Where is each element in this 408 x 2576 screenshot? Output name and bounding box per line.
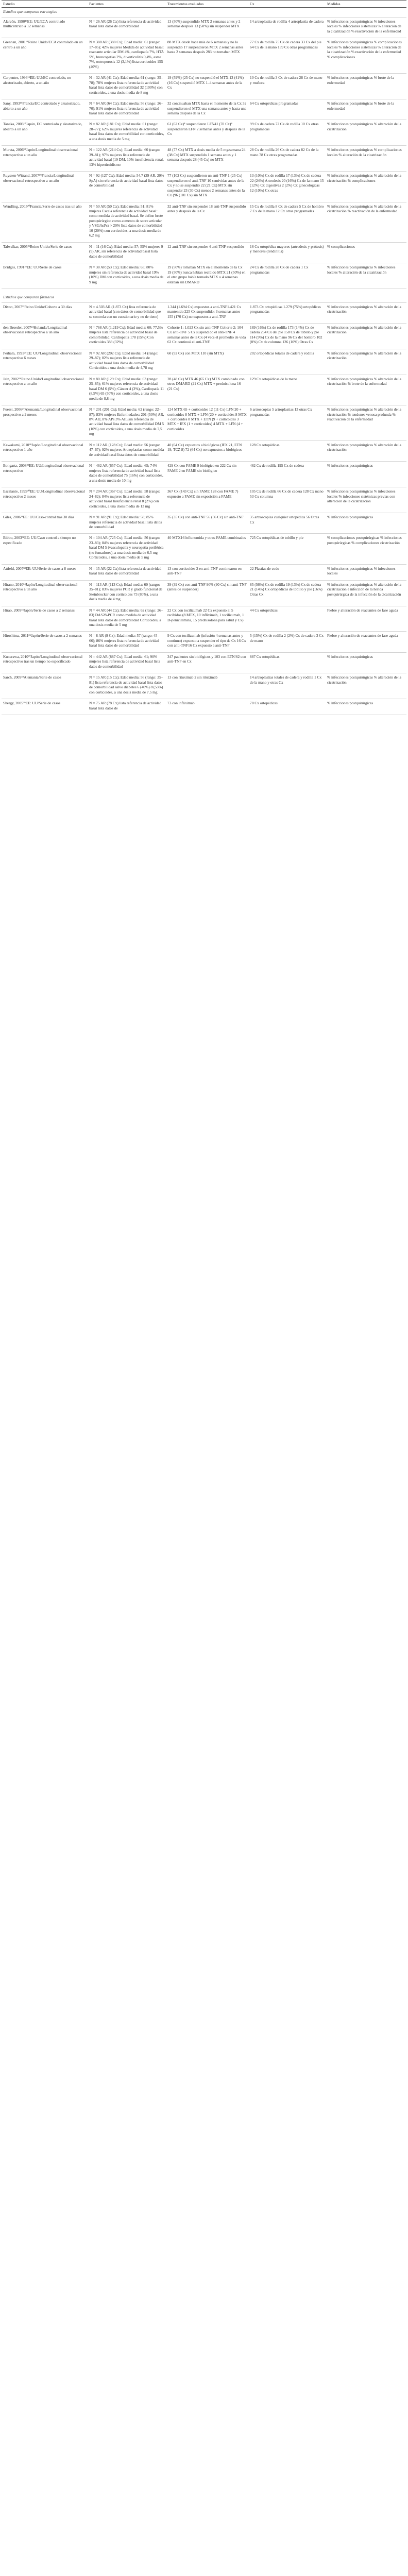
table-row	[2, 202, 406, 242]
cell-patients: N = 8 AR (9 Cx); Edad media: 57 (rango: 45–66); 86% mujeres lista referencia de actividad basal lista datos de comorbilidad	[88, 632, 166, 652]
cell-cx: 15 Cx de rodilla 8 Cx de cadera 5 Cx de hombro 7 Cx de la mano 12 Cx otras programadas	[248, 202, 326, 242]
cell-cx: 462 Cx de rodilla 195 Cx de cadera	[248, 462, 326, 487]
cell-study: Hiroshima, 2011³⁶Japón/Serie de casos a 2 semanas	[2, 632, 88, 652]
cell-cx: 28 Cx de rodilla 26 Cx de cadera 82 Cx de la mano 78 Cx otras programadas	[248, 146, 326, 172]
header-medidas: Medidas	[326, 1, 406, 8]
cell-patients: N = 122 AR (214 Cx); Edad media: 60 (rango: 39–81); 97% mujeres lista referencia de actividad basal (19 DM, 10% insuficiencia renal, 13% hipertiroidismo	[88, 146, 166, 172]
cell-treatments: 13 con corticoides 2 en anti-TNF continuaron en anti-TNF	[166, 564, 248, 580]
cell-treatments: 19 (50%) tomaban MTX en el momento de la Cx 19 (50%) nunca habían recibido MTX 21 (50%) en el otro grupo había tomado MTX o 4 semanas estaban sin DMARD	[166, 263, 248, 289]
table-row	[2, 375, 406, 405]
table-row	[2, 405, 406, 441]
cell-measures: % infecciones postquirúrgicas % infecciones locales	[326, 564, 406, 580]
cell-measures: % infecciones postquirúrgicas % infecciones locales % alteración de la cicatrización	[326, 263, 406, 289]
cell-treatments: 61 (62 Cx)⁸ suspendieron LFN41 (70 Cx)⁸ suspendieron LFN 2 semanas antes y después de la Cx	[166, 120, 248, 146]
table-row	[2, 302, 406, 323]
cell-treatments: 40 MTX16 leflunomida y otros FAME combinados	[166, 534, 248, 564]
cell-treatments: 32 anti-TNF sin suspender 18 anti-TNF suspendido antes y después de la Cx	[166, 202, 248, 242]
cell-cx: 105 Cx de rodilla 66 Cx de cadera 128 Cx mano 53 Cx columna	[248, 487, 326, 513]
cell-treatments: 367 Cx (143 Cx) sin FAME 128 con FAME 7) expuesto a FAME sin exposición a FAME	[166, 487, 248, 513]
cell-cx: 14 artroplastia de rodilla 4 artroplastia de cadera	[248, 17, 326, 38]
cell-treatments: 88 MTX desde hace más de 6 semanas y no lo suspendió 17 suspendieron MTX 2 semanas antes hasta 2 semanas después 283 no tomaban MTX	[166, 38, 248, 74]
table-header-row	[2, 1, 406, 8]
cell-study: Alarcón, 1990¹³EE: UU/ECA controlado multicéntrico a 12 semanas	[2, 17, 88, 38]
cell-patients: N = 92 (127 Cx); Edad media: 54,7 (29 AR, 20% SpA) sin referencia de actividad basal lista datos de comorbilidad	[88, 172, 166, 202]
cell-patients: N = 104 AR (725 Cx); Edad media: 56 (rango: 23–83); 84% mujeres referencia de actividad basal DM 5 (vasculopatía y neuropatía periférica (no fumadores), a una dosis media de 6,5 mg Corticoides, a una dosis media de 5 mg	[88, 534, 166, 564]
cell-patients: N = 204 AR (367 Cx); Edad media: 58 (rango: 24–82); 84% mujeres lista referencia de actividad basal Insuficiencia renal 8 (2%) con corticoides, a una dosis media de 13 mg	[88, 487, 166, 513]
section-title-drugs: Estudios que comparan fármacos	[2, 293, 406, 302]
cell-patients: N = 32 AR (41 Cx); Edad media: 61 (rango: 35–78); 78% mujeres lista referencia de actividad basal lista datos de comorbilidad 32 (100%) con corticoides, a una dosis media de 8 mg	[88, 74, 166, 99]
table-row	[2, 38, 406, 74]
cell-measures: % infecciones postquirúrgicas % alteración de la cicatrización	[326, 673, 406, 699]
table-row	[2, 513, 406, 534]
cell-study: Fuerst, 2006²⁷Alemania/Longitudinal observacional prospectivo a 2 meses	[2, 405, 88, 441]
cell-measures: % infecciones postquirúrgicas % infecciones locales % infecciones sistémicas previas con alteración de la cicatrización	[326, 487, 406, 513]
cell-study: Talwalkar, 2005²¹Reino Unido/Serie de casos	[2, 242, 88, 263]
cell-treatments: 13 con rituximab 2 sin rituximab	[166, 673, 248, 699]
cell-patients: N = 91 AR (91 Cx); Edad media: 58; 85% mujeres referencia de actividad basal lista datos de comorbilidad	[88, 513, 166, 534]
cell-study: Carpenter, 1996¹⁵EE: UU/EC controlado, no aleatorizado, abierto, a un año	[2, 74, 88, 99]
cell-treatments: 13 (50%) suspendido MTX 2 semanas antes y 2 semanas después 13 (50%) sin suspender MTX	[166, 17, 248, 38]
table-row	[2, 462, 406, 487]
section-row-strategies	[2, 8, 406, 17]
cell-measures: % infecciones postquirúrgicas % alteración de la cicatrización % tendones venosa profunda % reactivación de la enfermedad	[326, 405, 406, 441]
cell-cx: 725 Cx ortopédicas de tobillo y pie	[248, 534, 326, 564]
cell-cx: 35 artroscopias cualquier ortopédica 56 Otras Cx	[248, 513, 326, 534]
cell-study: Giles, 2006³¹EE: UU/Caso-control tras 30 días	[2, 513, 88, 534]
cell-treatments: 60 (92 Cx) con MTX 110 (sin MTX)	[166, 349, 248, 375]
cell-measures: Fiebre y alteración de reactantes de fase aguda	[326, 632, 406, 652]
cell-cx: 64 Cx ortopédicas programadas	[248, 99, 326, 120]
cell-patients: N = 38 AR (53 Cx); Edad media: 65; 80% mujeres sin referencia de actividad basal 19% (10%) DM con corticoides, a una dosis media de 9 mg	[88, 263, 166, 289]
cell-treatments: 124 MTX 65 + corticoides 12 (11 Cx) LFN 20 + corticoides 8 MTX + LFN (20 + corticoides 8 MTX + corticoides 8 MTX + ETN (9 + corticoides 3 MTX + IFX (1 + corticoides) 4 MTX + LFN (4 + corticoides	[166, 405, 248, 441]
cell-measures: % infecciones postquirúrgicas % alteración de la cicatrización % brote de la enfermedad	[326, 375, 406, 405]
cell-study: Wendling, 2005²⁰Francia/Serie de casos tras un año	[2, 202, 88, 242]
table-row	[2, 120, 406, 146]
cell-measures: Fiebre y alteración de reactantes de fase aguda	[326, 606, 406, 632]
cell-cx: 14 artroplastias totales de cadera y rodilla 1 Cx de la mano y otras Cx	[248, 673, 326, 699]
cell-cx: 6 artroscopias 5 artroplastias 13 otras Cx programadas	[248, 405, 326, 441]
cell-study: Shergy, 2005³⁹EE: UU/Serie de casos	[2, 699, 88, 715]
section-title-strategies: Estudios que comparan estrategias	[2, 8, 406, 17]
cell-measures: % infecciones postquirúrgicas % complicaciones locales % infecciones sistémicas % alteración de la cicatrización % reactivación de la enfermedad % complicaciones	[326, 38, 406, 74]
cell-treatments: 77 (102 Cx) suspendieron un anti-TNF 1 (25 Cx) suspendieron el anti-TNF 10 semividas antes de la Cx y no se suspendió 22 (21 Cx) MTX sin suspender 23 (30 Cx) menos 2 semanas antes de la Cx (96 (101 Cx) sin MTX	[166, 172, 248, 202]
table-row	[2, 263, 406, 289]
cell-cx: 99 Cx de cadera 72 Cx de rodilla 10 Cx otras programadas	[248, 120, 326, 146]
cell-cx: 202 ortopédicas totales de cadera y rodilla	[248, 349, 326, 375]
cell-cx: 16 Cx ortopédica mayores (artrodesis y prótesis) y menores (tendinitis)	[248, 242, 326, 263]
table-row	[2, 699, 406, 715]
cell-measures: % infecciones postquirúrgicas % brote de la enfermedad	[326, 99, 406, 120]
cell-study: Jain, 2002²⁶Reino Unido/Longitudinal observacional retrospectivo a un año	[2, 375, 88, 405]
section-gap	[2, 289, 406, 294]
cell-cx: 24 Cx de rodilla 28 Cx de cadera 1 Cx programadas	[248, 263, 326, 289]
cell-study: den Broeder, 2007²⁴Holanda/Longitudinal observacional retrospectivo a un año	[2, 323, 88, 349]
section-row-drugs	[2, 293, 406, 302]
table-row	[2, 172, 406, 202]
cell-cx: 44 Cx ortopédicas	[248, 606, 326, 632]
cell-patients: N = 44 AR (44 Cx); Edad media: 62 (rango: 26–83) DAS28-PCR como medida de actividad basal lista datos de comorbilidad Corticoides, a una dosis media de 5 mg	[88, 606, 166, 632]
cell-cx: 5 (15%) Cx de rodilla 2 (2%) Cx de cadera 3 Cx de mano	[248, 632, 326, 652]
cell-patients: N = 442 AR (887 Cx); Edad media: 61; 90% mujeres lista referencia de actividad basal lista datos de comorbilidad	[88, 652, 166, 673]
cell-measures: % infecciones postquirúrgicas	[326, 652, 406, 673]
cell-study: Kunarawa, 2010³⁷Japón/Longitudinal observacional retrospectivo tras un tiempo no especificado	[2, 652, 88, 673]
cell-patients: N = 201 (201 Cx); Edad media: 62 (rango: 22–87); 83% mujeres Enfermedades: 201 (50%) AR, 8% AIJ, 8% APs 3% AIL sin referencia de actividad basal lista datos de comorbilidad DM 5 (10%) con corticoides, a una dosis media de 7,5 mg	[88, 405, 166, 441]
cell-measures: % infecciones postquirúrgicas % alteración de la cicatrización	[326, 440, 406, 461]
cell-measures: % infecciones postquirúrgicas % alteración de la cicatrización	[326, 349, 406, 375]
cell-treatments: 48 (77 Cx) MTX a dosis media de 5 mg/semana 24 (38 Cx) MTX suspendido 1 semana antes y 1 semana después 28 (45 Cx) no MTX	[166, 146, 248, 172]
cell-patients: N = 462 AR (657 Cx); Edad media: 65; 74% mujeres lista referencia de actividad basal lista datos de comorbilidad 75 (16%) con corticoides, a una dosis media de 10 mg	[88, 462, 166, 487]
cell-treatments: 32 continuaban MTX hasta el momento de la Cx 32 suspendieron el MTX una semana antes y hasta una semana después de la Cx	[166, 99, 248, 120]
cell-study: Dixon, 2007²³Reino Unido/Cohorte a 30 días	[2, 302, 88, 323]
table-row	[2, 323, 406, 349]
cell-measures: % infecciones postquirúrgicas % infecciones locales % infecciones sistémicas % alteración de la cicatrización % reactivación de la enfermedad	[326, 17, 406, 38]
cell-study: Tanaka, 2003¹⁷Japón, EC controlado y aleatorizado, abierto a un año	[2, 120, 88, 146]
table-row	[2, 17, 406, 38]
cell-cx: 85 (56%) Cx de rodilla 19 (13%) Cx de cadera 21 (14%) Cx ortopédicas de tobillo y pie (16%) Otras Cx	[248, 580, 326, 606]
table-row	[2, 632, 406, 652]
cell-treatments: 19 (59%) (25 Cx) no suspendió el MTX 13 (41%) (16 Cx) suspendió MTX 1–4 semanas antes de la Cx	[166, 74, 248, 99]
cell-treatments: 40 (64 Cx) expuestos a biológicos (IFX 21, ETN 19, TCZ 8) 72 (64 Cx) no expuestos a biológicos	[166, 440, 248, 461]
cell-study: Perhala, 1991²⁵EE: UU/Longitudinal observacional retrospectivo 6 meses	[2, 349, 88, 375]
cell-patients: N = 82 AR (181 Cx); Edad media: 61 (rango: 28–77); 62% mujeres referencia de actividad basal lista datos de comorbilidad con corticoides, a una dosis media de 5 mg	[88, 120, 166, 146]
cell-patients: N = 768 AR (1.219 Cx); Edad media: 60; 77,5% mujeres lista referencia de actividad basal de comorbilidad: Cardiopatía 178 (15%) Con corticoides 388 (32%)	[88, 323, 166, 349]
cell-patients: N = 64 AR (64 Cx); Edad media: 56 (rango: 26–70); 91% mujeres lista referencia de actividad basal lista datos de comorbilidad	[88, 99, 166, 120]
cell-study: Hirano, 2010³⁴Japón/Longitudinal observacional retrospectivo a un año	[2, 580, 88, 606]
cell-treatments: 22 Cx con tocilizumab 22 Cx expuesto a: 5 recibidos (8 MTX, 10 infliximab, 1 tocilizumab, 1 D-penicilamina, 15 prednisolona para salud y Cx)	[166, 606, 248, 632]
cell-treatments: 429 Cx con FAME 9 biológico en 222 Cx sin FAME 2 en FAME sin biológico	[166, 462, 248, 487]
cell-cx: 1.873 Cx ortopédicas 1.279 (75%) ortopédicas programadas	[248, 302, 326, 323]
cell-study: Grennan, 2001¹⁴Reino Unido/ECA controlado en un centro a un año	[2, 38, 88, 74]
table-row	[2, 580, 406, 606]
cell-patients: N = 4.503 AR (1.873 Cx) lista referencia de actividad basal (con datos de comorbilidad que se controla con un cuestionario y no de tiene)	[88, 302, 166, 323]
cell-measures: % infecciones postquirúrgicas	[326, 513, 406, 534]
cell-patients: N = 112 AR (128 Cx); Edad media: 56 (rango: 47–67); 92% mujeres Artroplastias como medida de actividad basal lista datos de comorbilidad	[88, 440, 166, 461]
cell-cx: 77 Cx de rodilla 75 Cx de cadera 33 Cx del pie 64 Cx de la mano 139 Cx otras programadas	[248, 38, 326, 74]
cell-treatments: 73 con infliximab	[166, 699, 248, 715]
cell-measures: % infecciones postquirúrgicas % alteración de la cicatrización	[326, 120, 406, 146]
cell-study: Bongartz, 2008²⁹EE: UU/Longitudinal observacional retrospectivo	[2, 462, 88, 487]
header-pacientes: Pacientes	[88, 1, 166, 8]
cell-measures: % infecciones postquirúrgicas % alteración de la cicatrización % reactivación de la enfermedad	[326, 202, 406, 242]
cell-cx: 10 Cx de rodilla 3 Cx de cadera 28 Cx de mano y muñeca	[248, 74, 326, 99]
table-row	[2, 99, 406, 120]
table-row	[2, 146, 406, 172]
cell-cx: 78 Cx ortopédicas	[248, 699, 326, 715]
cell-patients: N = 75 AR (78 Cx) lista referencia de actividad basal lista datos de	[88, 699, 166, 715]
cell-patients: N = 15 AR (15 Cx); Edad media: 56 (rango: 35–81) lista referencia de actividad basal lista datos de comorbilidad salvo diabetes 6 (40%) 8 (53%) con corticoides, a una dosis media de 7,5 mg	[88, 673, 166, 699]
cell-study: Hirao, 2009³⁵Japón/Serie de casos a 2 semanas	[2, 606, 88, 632]
studies-table	[2, 0, 406, 715]
cell-measures: % infecciones postquirúrgicas % alteración de la cicatrización	[326, 323, 406, 349]
cell-treatments: 28 (48 Cx) MTX 46 (65 Cx) MTX combinado con otros DMARD (21 Cx) MTX + prednisolona 16 (21 Cx)	[166, 375, 248, 405]
cell-patients: N = 50 AR (50 Cx); Edad media: 51; 81% mujeres Escala referencia de actividad basal: como medida de actividad basal. Se define brote postquirúrgico como aumento de score articular y VSG/hsPcr > 20% lista datos de comorbilidad 10 (20%) con corticoides, a una dosis media de 6,2 mg	[88, 202, 166, 242]
cell-patients: N = 113 AR (113 Cx); Edad media: 60 (rango: 35–81); 83% mujeres PCR y grado funcional de Steinbrocker con corticoides 73 (80%), a una dosis media de 4 mg	[88, 580, 166, 606]
cell-patients: N = 26 AR (26 Cx) lista referencia de actividad basal lista datos de comorbilidad	[88, 17, 166, 38]
cell-cx: 128 Cx ortopédicas	[248, 440, 326, 461]
cell-treatments: 12 anti-TNF sin suspender 4 anti-TNF suspendido	[166, 242, 248, 263]
cell-patients: N = 80 AR (129 Cx); Edad media: 63 (rango: 25–85); 61% mujeres referencia de actividad basal DM 6 (5%); Cáncer 4 (3%), Cardiopatía 11 (8,5%) 65 (50%) con corticoides, a una dosis media de 8,8 mg	[88, 375, 166, 405]
cell-measures: % infecciones postquirúrgicas % alteración de la cicatrización % complicaciones	[326, 172, 406, 202]
cell-study: Bridges, 1991²²EE: UU/Serie de casos	[2, 263, 88, 289]
cell-measures: % infecciones postquirúrgicas % complicaciones locales % alteración de la cicatrización	[326, 146, 406, 172]
cell-treatments: Cohorte 1: 1.023 Cx sin anti-TNF Cohorte 2: 104 Cx anti-TNF 5 Cx suspendido el anti-TNF 4 semanas antes de la Cx (4 vecs el promedio de vida 62 Cx continuó el anti-TNF	[166, 323, 248, 349]
cell-patients: N = 11 (16 Cx); Edad media: 57; 55% mujeres 9 (9) AR, sin referencia de actividad basal lista datos de comorbilidad	[88, 242, 166, 263]
cell-cx: 13 (10%) Cx de rodilla 17 (13%) Cx de cadera 22 (24%) Artrodesis 20 (16%) Cx de la mano 15 (12%) Cx digestivas 2 (2%) Cx ginecológicas 12 (10%) Cx otras	[248, 172, 326, 202]
cell-study: Murata, 2006¹⁸Japón/Longitudinal observacional retrospectivo a un año	[2, 146, 88, 172]
cell-measures: % complicaciones postquirúrgicas % infecciones postquirúrgicas % complicaciones cicatrización	[326, 534, 406, 564]
cell-study: Escalante, 1995³⁰EE: UU/Longitudinal observacional retrospectivo 2 meses	[2, 487, 88, 513]
table-row	[2, 440, 406, 461]
cell-study: Bibbo, 2003³²EE: UU/Caso control a tiempo no especificado	[2, 534, 88, 564]
header-tratamientos: Tratamientos evaluados	[166, 1, 248, 8]
cell-cx: 189 (16%) Cx de rodilla 173 (14%) Cx de cadera 254 Cx del pie 158 Cx de tobillo y pie 114 (9%) Cx de la mano 96 Cx del hombro 102 (8%) Cx de columna 126 (10%) Otras Cx	[248, 323, 326, 349]
cell-study: Attfeld, 2007³³EE: UU/Serie de casos a 8 meses	[2, 564, 88, 580]
table-row	[2, 534, 406, 564]
cell-study: Sany, 1993¹⁶Francia/EC controlado y aleatorizado, abierto a un año	[2, 99, 88, 120]
cell-treatments: 35 (35 Cx) con anti-TNF 56 (56 Cx) sin anti-TNF	[166, 513, 248, 534]
cell-study: Sarch, 2009³⁸Alemania/Serie de casos	[2, 673, 88, 699]
header-estudio: Estudio	[2, 1, 88, 8]
table-row	[2, 349, 406, 375]
cell-cx: 887 Cx ortopédicas	[248, 652, 326, 673]
table-row	[2, 673, 406, 699]
cell-patients: N = 15 AR (22 Cx) lista referencia de actividad basal lista datos de comorbilidad	[88, 564, 166, 580]
table-row	[2, 487, 406, 513]
cell-patients: N = 92 AR (202 Cx); Edad media: 54 (rango: 29–87); 82% mujeres lista referencia de actividad basal lista datos de comorbilidad Corticoides a una dosis media de 4,78 mg	[88, 349, 166, 375]
cell-measures: % complicaciones	[326, 242, 406, 263]
cell-study: Kawakami, 2010²⁸Japón/Longitudinal observacional retrospectivo 1 año	[2, 440, 88, 461]
table-row	[2, 606, 406, 632]
cell-treatments: 9 Cx con tocilizumab (infusión 4 semanas antes y continuo) expuesto a suspender el tipo de Cx 16 Cx con anti-TNF16 Cx expuesto a anti-TNF	[166, 632, 248, 652]
cell-measures: % infecciones postquirúrgicas	[326, 699, 406, 715]
table-row	[2, 652, 406, 673]
table-row	[2, 564, 406, 580]
cell-cx: 129 Cx ortopédicas de la mano	[248, 375, 326, 405]
table-row	[2, 242, 406, 263]
cell-measures: % infecciones postquirúrgicas % brote de la enfermedad	[326, 74, 406, 99]
cell-cx: 22 Plastias de codo	[248, 564, 326, 580]
cell-patients: N = 388 AR (388 Cx); Edad media: 61 (rango: 17–85); 42% mujeres Medida de actividad basal: reactante articular DM 4%, cardiopatía 7%, HTA 5%, broncopatías 2%, diverticulitis 0,4%, asma 7%, osteoporosis 12 (3,1%) lista corticoides 155 (40%)	[88, 38, 166, 74]
cell-measures: % infecciones postquirúrgicas	[326, 462, 406, 487]
cell-treatments: 39 (39 Cx) con anti-TNF 90% (90 Cx) sin anti-TNF (antes de suspender)	[166, 580, 248, 606]
header-cx: Cx	[248, 1, 326, 8]
table-row	[2, 74, 406, 99]
cell-treatments: 1.344 (1.694 Cx) expuestos a anti-TNF1.421 Cx mantenido 225 Cx suspendido: 3 semanas antes 155 (170 Cx) no expuestos a anti-TNF	[166, 302, 248, 323]
cell-study: Ruyssen-Witrand, 2007¹⁹Francia/Longitudinal observacional retrospectivo a un año	[2, 172, 88, 202]
cell-measures: % infecciones postquirúrgicas % alteración de la cicatrización e infección de la herida postquirúrgica de la infección de la cicatrización	[326, 580, 406, 606]
cell-measures: % infecciones postquirúrgicas % alteración de la cicatrización	[326, 302, 406, 323]
cell-treatments: 347 pacientes sin biológicos y 103 con ETN/62 con anti-TNF en Cx	[166, 652, 248, 673]
